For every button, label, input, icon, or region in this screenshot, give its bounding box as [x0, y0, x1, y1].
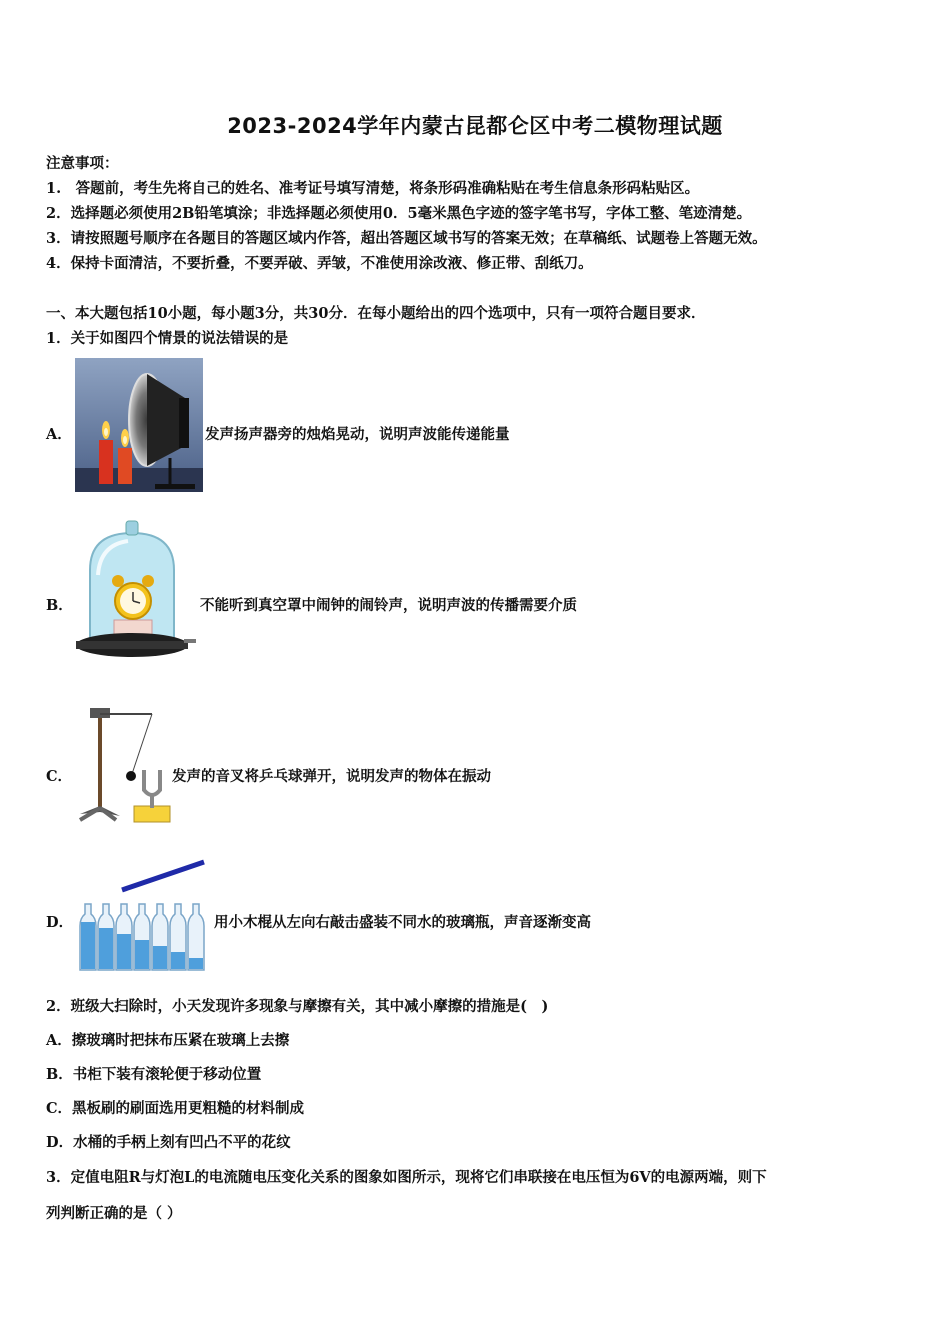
water-bottles-figure — [76, 858, 212, 974]
page-title: 2023-2024学年内蒙古昆都仑区中考二模物理试题 — [227, 114, 723, 138]
option-a-text: 发声扬声器旁的烛焰晃动，说明声波能传递能量 — [205, 426, 510, 443]
option-c-text: 发声的音叉将乒乓球弹开，说明发声的物体在振动 — [172, 768, 491, 785]
option-c-letter: C． — [46, 768, 73, 785]
question-2-option: D．水桶的手柄上刻有凹凸不平的花纹 — [46, 1134, 291, 1151]
question-1-stem: 1．关于如图四个情景的说法错误的是 — [46, 330, 289, 347]
tuning-fork-figure — [76, 702, 172, 826]
question-2-stem: 2．班级大扫除时，小天发现许多现象与摩擦有关，其中减小摩擦的措施是( ) — [46, 998, 549, 1015]
question-2-option: C．黑板刷的刷面选用更粗糙的材料制成 — [46, 1100, 305, 1117]
option-a-letter: A． — [46, 426, 72, 443]
notice-item: 3．请按照题号顺序在各题目的答题区域内作答，超出答题区域书写的答案无效；在草稿纸、试题卷上答题无效。 — [46, 230, 767, 247]
notice-item: 2．选择题必须使用2B铅笔填涂；非选择题必须使用0．5毫米黑色字迹的签字笔书写，字体工整、笔迹清楚。 — [46, 205, 752, 222]
option-d-text: 用小木棍从左向右敲击盛装不同水的玻璃瓶，声音逐渐变高 — [214, 914, 591, 931]
question-3-stem: 3．定值电阻R与灯泡L的电流随电压变化关系的图象如图所示，现将它们串联接在电压恒为6V的电源两端，则下 — [46, 1169, 767, 1186]
option-b-letter: B． — [46, 597, 73, 614]
section-heading: 一、本大题包括10小题，每小题3分，共30分．在每小题给出的四个选项中，只有一项符合题目要求． — [46, 305, 706, 322]
option-d-letter: D． — [46, 914, 74, 931]
question-2-option: A．擦玻璃时把抹布压紧在玻璃上去擦 — [46, 1032, 290, 1049]
notice-item: 1. 答题前，考生先将自己的姓名、准考证号填写清楚，将条形码准确粘贴在考生信息条形码粘贴区。 — [46, 180, 700, 197]
notice-heading: 注意事项： — [46, 155, 119, 172]
option-b-text: 不能听到真空罩中闹钟的闹铃声，说明声波的传播需要介质 — [200, 597, 577, 614]
question-2-option: B．书柜下装有滚轮便于移动位置 — [46, 1066, 262, 1083]
vacuum-bell-jar-figure — [76, 515, 198, 665]
question-3-stem-continued: 列判断正确的是（ ） — [46, 1205, 182, 1222]
candle-speaker-figure — [75, 358, 203, 492]
notice-item: 4．保持卡面清洁，不要折叠，不要弄破、弄皱，不准使用涂改液、修正带、刮纸刀。 — [46, 255, 593, 272]
